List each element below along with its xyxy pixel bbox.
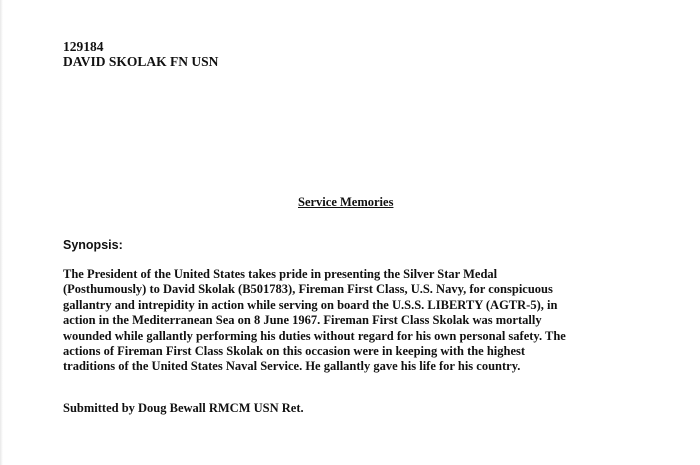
synopsis-heading: Synopsis: (63, 238, 123, 252)
service-number: 129184 (63, 39, 104, 54)
citation-line: (Posthumously) to David Skolak (B501783), Fireman First Class, U.S. Navy, for conspicuous (63, 282, 553, 297)
citation-paragraph (63, 267, 693, 375)
citation-line: The President of the United States takes pride in presenting the Silver Star Medal (63, 267, 498, 281)
scan-edge-shadow (0, 0, 3, 465)
citation-line: gallantry and intrepidity in action while serving on board the U.S.S. LIBERTY (AGTR-5), in (63, 297, 558, 312)
document-header (63, 39, 218, 69)
citation-line: actions of Fireman First Class Skolak on this occasion were in keeping with the highest (63, 344, 526, 359)
citation-line: traditions of the United States Naval Service. He gallantly gave his life for his country. (63, 359, 521, 374)
document-title: Service Memories (298, 195, 394, 209)
citation-line: wounded while gallantly performing his duties without regard for his own personal safety. The (63, 328, 566, 343)
citation-line: action in the Mediterranean Sea on 8 June 1967. Fireman First Class Skolak was mortally (63, 313, 542, 328)
submitted-by-line: Submitted by Doug Bewall RMCM USN Ret. (63, 401, 304, 415)
sailor-name-rank: DAVID SKOLAK FN USN (63, 54, 219, 69)
